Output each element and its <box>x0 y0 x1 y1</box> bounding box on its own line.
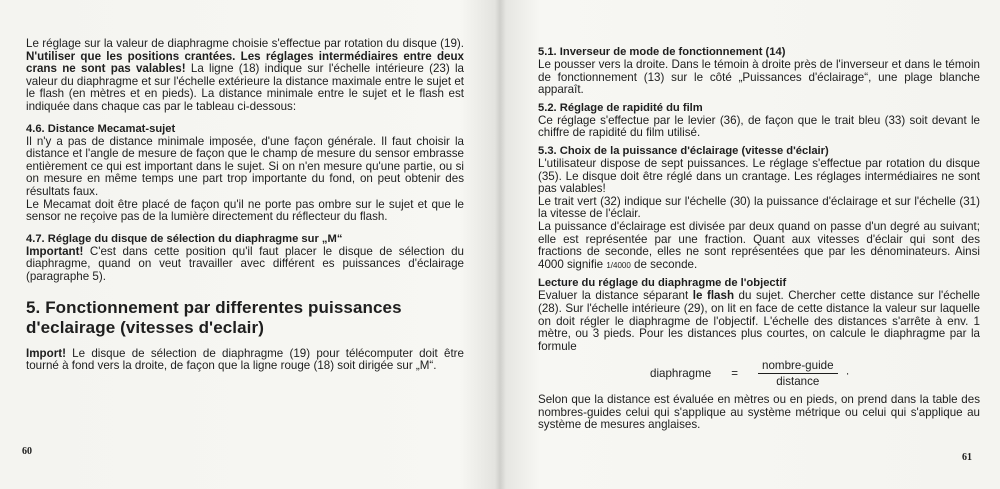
formula-dot: · <box>845 367 850 381</box>
section-4-7-text: C'est dans cette position qu'il faut placer le disque de sélection du diaphragme, quand on veut travailler avec différent es puissances d'éclairage (paragraphe 5). <box>26 244 464 283</box>
lecture-paragraph <box>538 290 980 353</box>
lecture-closing-paragraph: Selon que la distance est évaluée en mètres ou en pieds, on prend dans la table des nombres-guides celui qui s'applique au système métrique ou celui qui s'applique au système de mesures anglaises. <box>538 393 980 432</box>
chapter-5-lead: Import! <box>26 346 66 360</box>
chapter-5-text: Le disque de sélection de diaphragme (19) pour télécomputer doit être tourné à fond vers la droite, de façon que la ligne rouge (18) soit dirigée sur „M“. <box>26 346 464 373</box>
section-5-1-heading: 5.1. Inverseur de mode de fonctionnement (14) <box>538 46 786 58</box>
page-number-right: 61 <box>962 452 972 463</box>
section-5-3-text-a: La puissance d'éclairage est divisée par deux quand on passe d'un degré au suivant; elle est représentée par une fraction. Quant aux vitesses d'éclair qui sont des fractions de seconde, elles ne sont représentées que par les dénominateurs. Ainsi 4000 signifie <box>538 219 980 271</box>
lecture-bold-flash: le flash <box>692 289 735 303</box>
formula-lhs: diaphragme <box>650 367 712 381</box>
formula-equals: = <box>731 367 739 381</box>
formula-numerator: nombre-guide <box>758 359 838 374</box>
section-5-2-heading: 5.2. Réglage de rapidité du film <box>538 101 703 114</box>
section-4-6-paragraph-2: Le Mecamat doit être placé de façon qu'il ne porte pas ombre sur le sujet et que le sensor ne reçoive pas de la lumière directement du réflecteur du flash. <box>26 197 464 224</box>
formula-fraction <box>758 359 838 388</box>
section-4-7-lead: Important! <box>26 244 84 258</box>
section-4-7-heading: 4.7. Réglage du disque de sélection du diaphragme sur „M“ <box>26 232 343 245</box>
section-5-3-paragraph-3 <box>538 221 980 272</box>
intro-paragraph <box>26 38 464 114</box>
right-page <box>502 0 1000 489</box>
intro-text-2: La ligne (18) indique sur l'échelle intérieure (23) la valeur du diaphragme et sur l'échelle extérieure la distance maximale entre le sujet et le flash (en mètres et en pieds). La distance minimale entre le sujet et le flash est indiquée dans chaque cas par le tableau ci-dessous: <box>26 62 464 113</box>
aperture-formula <box>650 359 980 388</box>
section-4-6-heading: 4.6. Distance Mecamat-sujet <box>26 122 176 135</box>
fraction-1-4000: 1/4000 <box>606 260 631 270</box>
section-5-3-paragraph-2: Le trait vert (32) indique sur l'échelle (30) la puissance d'éclairage et sur l'échelle (31) la vitesse de l'éclair. <box>538 194 980 221</box>
section-5-1-paragraph: Le pousser vers la droite. Dans le témoin à droite près de l'inverseur et dans le témoin de fonctionnement (13) sur le côté „Puissances d'éclairage“, une plage blanche apparaît. <box>538 58 980 97</box>
chapter-5-heading: 5. Fonctionnement par differentes puissances d'eclairage (vitesses d'eclair) <box>26 297 402 337</box>
lecture-text-1: Evaluer la distance séparant <box>538 289 693 303</box>
section-5-3-text-b: de seconde. <box>630 257 698 271</box>
page-number-left: 60 <box>22 446 32 457</box>
section-5-2-paragraph: Ce réglage s'effectue par le levier (36), de façon que le trait bleu (33) soit devant le chiffre de rapidité du film utilisé. <box>538 113 980 140</box>
formula-denominator: distance <box>776 375 820 389</box>
intro-bold-warning: N'utiliser que les positions crantées. Les réglages intermédiaires entre deux crans ne sont pas valables! <box>26 49 464 76</box>
lecture-heading: Lecture du réglage du diaphragme de l'objectif <box>538 277 787 290</box>
section-4-7-paragraph <box>26 246 464 284</box>
section-5-3-paragraph-1: L'utilisateur dispose de sept puissances. Le réglage s'effectue par rotation du disque (35). Le disque doit être réglé dans un crantage. Les réglages intermédiaires ne sont pas valables! <box>538 156 980 196</box>
lecture-text-2: du sujet. Chercher cette distance sur l'échelle (28). Sur l'échelle intérieure (29), on lit en face de cette distance la valeur sur laquelle on doit régler le diaphragme de l'objectif. L'échelle des distances s'arrête à env. 1 mètre, ou 3 pieds. Pour les distances plus courtes, on calcule le diaphragme par la formule <box>538 289 980 353</box>
intro-text-1: Le réglage sur la valeur de diaphragme choisie s'effectue par rotation du disque (19). <box>26 37 464 50</box>
chapter-5-paragraph <box>26 348 464 373</box>
section-4-6-paragraph-1: Il n'y a pas de distance minimale imposée, d'une façon générale. Il faut choisir la distance et l'angle de mesure de façon que le champ de mesure du sensor embrasse entièrement ce qui est important dans le sujet. Si on n'en mesure qu'une partie, ou si on mesure en même temps une part trop importante du fond, on peut obtenir des résultats faux. <box>26 134 464 198</box>
left-page <box>0 0 498 489</box>
section-5-3-heading: 5.3. Choix de la puissance d'éclairage (vitesse d'éclair) <box>538 144 829 157</box>
